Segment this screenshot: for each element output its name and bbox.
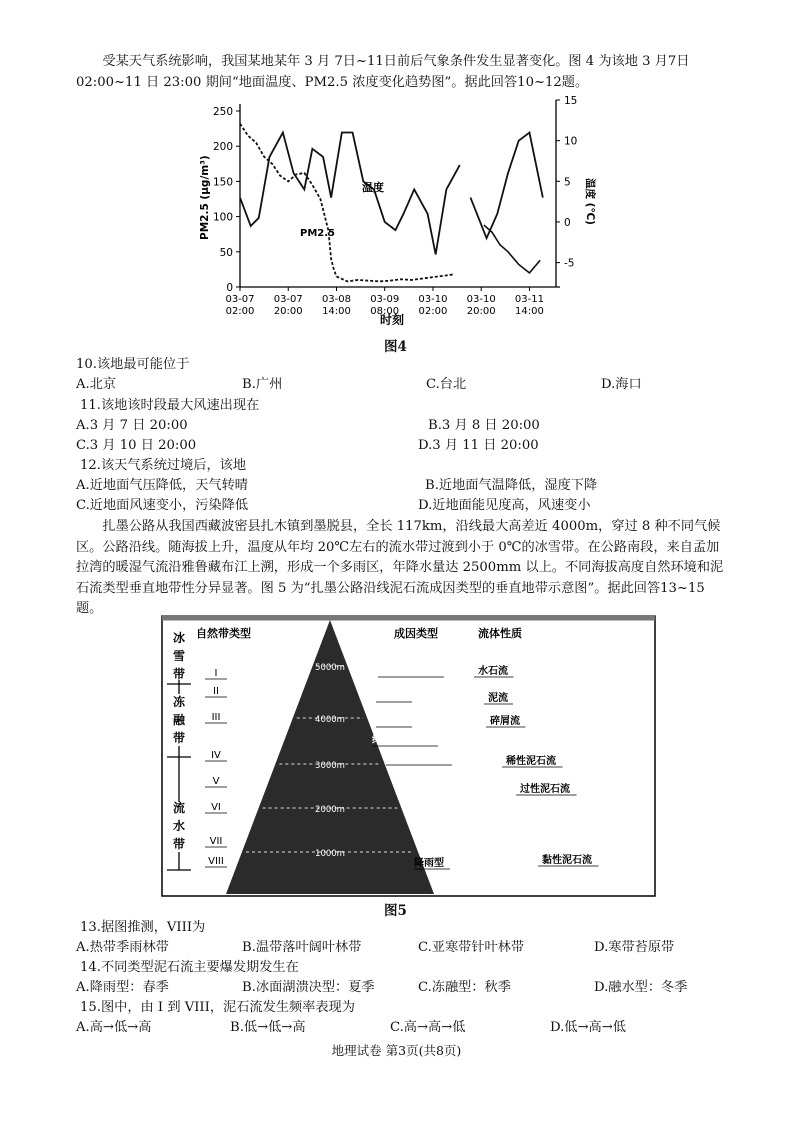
question-14-stem: 14.不同类型泥石流主要爆发期发生在 [80,960,299,975]
fluid-nature-label: 稀性泥石流 [506,756,556,767]
x-tick-date: 03-07 [273,294,303,305]
q11-option-c[interactable]: C.3 月 10 日 20:00 [76,438,197,453]
elevation-label: 2000m [315,805,345,815]
x-tick-date: 03-09 [370,294,400,305]
belt-label-char: 水 [172,819,186,833]
belt-label-char: 冰 [172,631,186,645]
belt-label-char: 流 [172,801,186,815]
temperature-series-line [240,133,460,255]
right-tick-label: 0 [564,216,571,229]
belt-label-char: 带 [172,837,186,851]
figure-4-caption: 图4 [384,339,407,355]
x-tick-date: 03-11 [514,294,544,305]
right-axis-label: 温度 (℃) [584,178,596,225]
left-tick-label: 150 [212,176,233,189]
left-axis-label: PM2.5 (μg/m³) [199,155,211,240]
pm-series-label: PM2.5 [300,228,335,239]
x-tick-time: 14:00 [515,306,544,317]
chart-axes [240,100,560,287]
x-tick-date: 03-10 [418,294,448,305]
q15-option-d[interactable]: D.低→高→低 [550,1020,626,1035]
question-11-stem: 11.该地该时段最大风速出现在 [80,398,260,413]
page-footer: 地理试卷 第3页(共8页) [331,1043,462,1058]
figure-5-caption: 图5 [384,903,407,919]
q11-option-b[interactable]: B.3 月 8 日 20:00 [428,418,540,433]
q13-option-b[interactable]: B.温带落叶阔叶林带 [242,940,362,955]
q10-option-c[interactable]: C.台北 [426,377,467,392]
belt-label-char: 雪 [172,649,186,663]
fluid-nature-label: 过性泥石流 [520,784,570,795]
q14-option-c[interactable]: C.冻融型：秋季 [418,980,511,995]
right-tick-label: -5 [564,257,575,270]
belt-label-char: 融 [172,713,186,727]
fluid-nature-label: 水石流 [478,666,508,677]
question-13-stem: 13.据图推测，VIII为 [80,920,206,935]
q10-option-b[interactable]: B.广州 [242,377,283,392]
x-tick-date: 03-10 [466,294,496,305]
q13-option-c[interactable]: C.亚寒带针叶林带 [418,940,525,955]
belt-label-char: 带 [172,731,186,745]
cause-type-label: 终碛湖溃决型 [372,735,432,746]
q13-option-a[interactable]: A.热带季雨林带 [76,940,169,955]
zone-roman-numeral: I [214,668,218,679]
belt-label-char: 带 [172,667,186,681]
x-tick-time: 20:00 [273,306,303,317]
q15-option-b[interactable]: B.低→低→高 [230,1020,306,1035]
figure-4-chart [0,90,793,350]
zone-roman-numeral: VI [211,802,221,813]
zone-roman-numeral: III [211,712,221,723]
left-tick-label: 0 [226,282,233,294]
question-10-stem: 10.该地最可能位于 [76,357,190,372]
question-12-stem: 12.该天气系统过境后，该地 [80,458,247,473]
cause-type-label: 降雨型 [414,858,444,869]
elevation-label: 5000m [315,663,345,673]
intro-paragraph-1: 受某天气系统影响，我国某地某年 3 月 7日~11日前后气象条件发生显著变化。图 4 为该地 3 月7日 02:00~11 日 23:00 期间“地面温度、PM2.5 浓度变化趋势图”。据此回答10~12题。 [76,54,690,90]
x-tick-time: 20:00 [466,306,496,317]
cause-type-label: 融水型 [376,716,406,727]
q15-option-a[interactable]: A.高→低→高 [76,1020,152,1035]
cause-type-label: 融水-降雨型 [386,754,441,765]
x-tick-time: 14:00 [322,306,351,317]
temp-series-label: 温度 [362,181,384,194]
x-tick-date: 03-08 [321,294,352,305]
header-zone-type: 自然带类型 [196,627,251,640]
q14-option-d[interactable]: D.融水型：冬季 [594,980,688,995]
q10-option-d[interactable]: D.海口 [601,377,642,392]
right-tick-label: 15 [564,95,578,107]
right-tick-label: 5 [564,176,571,189]
q12-option-d[interactable]: D.近地面能见度高，风速变小 [418,498,591,513]
intro-paragraph-2: 扎墨公路从我国西藏波密县扎木镇到墨脱县，全长 117km，沿线最大高差近 4000m，穿过 8 种不同气候区。公路沿线。随海拔上升，温度从年均 20℃左右的流水带过渡到小于 0℃的冰雪带。在公路南段，来自孟加拉湾的暖湿气流沿雅鲁藏布江上溯，形成一个多雨区，年降水量达 2500mm 以上。不同海拔高度自然环境和泥石流类型垂直地带性分异显著。图 5 为“扎墨公路沿线泥石流成因类型的垂直地带示意图”。据此回答13~15题。 [76,519,724,616]
elevation-label: 4000m [315,715,345,725]
q11-option-a[interactable]: A.3 月 7 日 20:00 [76,418,188,433]
fluid-nature-label: 泥流 [488,693,508,704]
q12-option-b[interactable]: B.近地面气温降低，湿度下降 [425,478,598,493]
left-tick-label: 100 [212,211,233,224]
zone-roman-numeral: VIII [208,856,224,867]
header-fluid-nature: 流体性质 [478,627,522,640]
q14-option-b[interactable]: B.冰面湖溃决型：夏季 [242,980,375,995]
belt-label-char: 冻 [172,695,186,709]
x-tick-time: 08:00 [370,306,400,317]
x-tick-time: 02:00 [418,306,448,317]
figure-5-diagram [0,612,793,902]
fluid-nature-label: 黏性泥石流 [542,855,592,866]
temperature-series-line-2 [470,133,542,239]
x-axis-label: 时刻 [379,313,405,327]
right-tick-label: 10 [564,135,578,148]
q12-option-c[interactable]: C.近地面风速变小，污染降低 [76,498,249,513]
left-tick-label: 250 [212,106,233,118]
pm25-series-line-2 [484,225,540,273]
cause-type-label: 冻融型 [376,691,406,702]
x-tick-time: 02:00 [225,306,255,317]
q11-option-d[interactable]: D.3 月 11 日 20:00 [418,438,539,453]
header-cause-type: 成因类型 [394,627,438,640]
elevation-label: 1000m [315,849,345,859]
left-tick-label: 50 [219,246,233,259]
q15-option-c[interactable]: C.高→高→低 [390,1020,466,1035]
zone-roman-numeral: VII [209,836,223,847]
fluid-nature-label: 碎屑流 [490,716,520,727]
zone-roman-numeral: V [212,776,220,787]
question-15-stem: 15.图中，由 I 到 VIII，泥石流发生频率表现为 [80,1000,355,1015]
q10-option-a[interactable]: A.北京 [76,377,117,392]
elevation-label: 3000m [315,761,345,771]
q14-option-a[interactable]: A.降雨型：春季 [76,980,169,995]
zone-roman-numeral: II [213,686,219,697]
cause-type-label: 冰面湖溃决型 [378,666,438,677]
x-tick-date: 03-07 [225,294,255,305]
zone-roman-numeral: IV [211,750,221,761]
q12-option-a[interactable]: A.近地面气压降低，天气转晴 [76,478,248,493]
left-tick-label: 200 [212,141,233,154]
q13-option-d[interactable]: D.寒带苔原带 [594,940,675,955]
